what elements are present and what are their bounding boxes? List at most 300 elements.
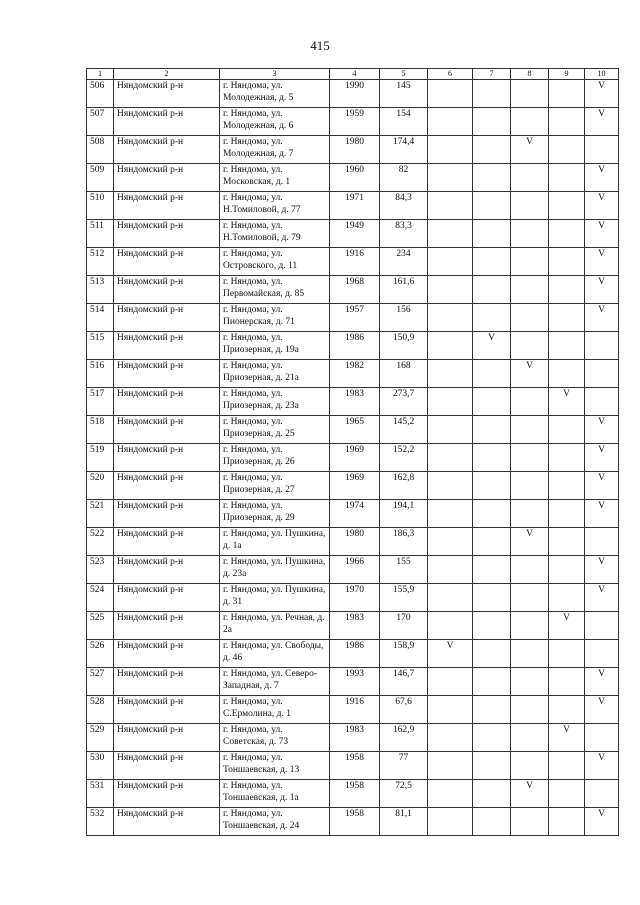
building-address: г. Няндома, ул. Тоншаевская, д. 13 [220,752,330,780]
mark-col-10: V [585,584,619,612]
district-name: Няндомский р-н [114,332,220,360]
mark-col-10: V [585,80,619,108]
mark-col-8 [511,640,549,668]
mark-col-7 [473,500,511,528]
building-address: г. Няндома, ул. Приозерная, д. 23а [220,388,330,416]
mark-col-8 [511,472,549,500]
mark-col-7 [473,388,511,416]
building-address: г. Няндома, ул. Северо-Западная, д. 7 [220,668,330,696]
mark-col-10: V [585,668,619,696]
floor-area: 152,2 [380,444,428,472]
row-number: 532 [87,808,114,836]
table-row [87,556,619,584]
mark-col-6: V [428,640,473,668]
mark-col-6 [428,164,473,192]
mark-col-9 [549,696,585,724]
build-year: 1966 [330,556,380,584]
floor-area: 162,9 [380,724,428,752]
mark-col-9 [549,360,585,388]
mark-col-7: V [473,332,511,360]
mark-col-8 [511,304,549,332]
mark-col-8 [511,444,549,472]
mark-col-9 [549,416,585,444]
mark-col-9 [549,528,585,556]
mark-col-6 [428,752,473,780]
build-year: 1969 [330,444,380,472]
mark-col-8 [511,388,549,416]
mark-col-6 [428,304,473,332]
column-header: 5 [380,69,428,80]
floor-area: 67,6 [380,696,428,724]
mark-col-9: V [549,388,585,416]
mark-col-9 [549,780,585,808]
mark-col-10: V [585,164,619,192]
table-row [87,500,619,528]
table-row [87,444,619,472]
building-address: г. Няндома, ул. Пушкина, д. 31 [220,584,330,612]
mark-col-10 [585,640,619,668]
building-address: г. Няндома, ул. Приозерная, д. 27 [220,472,330,500]
mark-col-6 [428,724,473,752]
mark-col-10: V [585,192,619,220]
row-number: 530 [87,752,114,780]
mark-col-10: V [585,220,619,248]
table-row [87,248,619,276]
mark-col-10: V [585,472,619,500]
table-row [87,416,619,444]
mark-col-8: V [511,360,549,388]
mark-col-9 [549,304,585,332]
building-address: г. Няндома, ул. Первомайская, д. 85 [220,276,330,304]
mark-col-8 [511,220,549,248]
table-row [87,304,619,332]
mark-col-8 [511,332,549,360]
floor-area: 145,2 [380,416,428,444]
mark-col-8 [511,164,549,192]
mark-col-8 [511,724,549,752]
floor-area: 82 [380,164,428,192]
mark-col-8: V [511,136,549,164]
mark-col-6 [428,192,473,220]
mark-col-8 [511,276,549,304]
mark-col-7 [473,612,511,640]
mark-col-9 [549,640,585,668]
build-year: 1968 [330,276,380,304]
mark-col-10: V [585,808,619,836]
column-header: 4 [330,69,380,80]
mark-col-8 [511,668,549,696]
mark-col-6 [428,584,473,612]
mark-col-6 [428,472,473,500]
row-number: 508 [87,136,114,164]
build-year: 1974 [330,500,380,528]
build-year: 1969 [330,472,380,500]
row-number: 513 [87,276,114,304]
floor-area: 81,1 [380,808,428,836]
build-year: 1958 [330,780,380,808]
build-year: 1983 [330,388,380,416]
district-name: Няндомский р-н [114,360,220,388]
mark-col-9 [549,556,585,584]
district-name: Няндомский р-н [114,696,220,724]
row-number: 510 [87,192,114,220]
mark-col-10: V [585,752,619,780]
district-name: Няндомский р-н [114,612,220,640]
mark-col-7 [473,584,511,612]
mark-col-9 [549,808,585,836]
mark-col-7 [473,276,511,304]
mark-col-10: V [585,108,619,136]
floor-area: 174,4 [380,136,428,164]
floor-area: 194,1 [380,500,428,528]
mark-col-9 [549,248,585,276]
mark-col-6 [428,808,473,836]
build-year: 1986 [330,640,380,668]
building-address: г. Няндома, ул. Тоншаевская, д. 24 [220,808,330,836]
row-number: 514 [87,304,114,332]
district-name: Няндомский р-н [114,192,220,220]
building-address: г. Няндома, ул. Московская, д. 1 [220,164,330,192]
mark-col-7 [473,80,511,108]
mark-col-8 [511,500,549,528]
build-year: 1970 [330,584,380,612]
table-row [87,696,619,724]
district-name: Няндомский р-н [114,752,220,780]
table-row [87,360,619,388]
column-header: 9 [549,69,585,80]
building-address: г. Няндома, ул. Молодежная, д. 6 [220,108,330,136]
table-row [87,388,619,416]
mark-col-9 [549,136,585,164]
building-address: г. Няндома, ул. Молодежная, д. 7 [220,136,330,164]
mark-col-9 [549,108,585,136]
mark-col-9 [549,192,585,220]
district-name: Няндомский р-н [114,248,220,276]
mark-col-10 [585,724,619,752]
district-name: Няндомский р-н [114,136,220,164]
district-name: Няндомский р-н [114,556,220,584]
mark-col-10: V [585,416,619,444]
mark-col-10 [585,332,619,360]
district-name: Няндомский р-н [114,304,220,332]
floor-area: 234 [380,248,428,276]
floor-area: 77 [380,752,428,780]
mark-col-6 [428,668,473,696]
column-header: 3 [220,69,330,80]
mark-col-7 [473,360,511,388]
mark-col-9 [549,80,585,108]
building-address: г. Няндома, ул. Островского, д. 11 [220,248,330,276]
mark-col-7 [473,528,511,556]
row-number: 528 [87,696,114,724]
mark-col-7 [473,248,511,276]
mark-col-7 [473,164,511,192]
build-year: 1980 [330,528,380,556]
row-number: 522 [87,528,114,556]
build-year: 1993 [330,668,380,696]
row-number: 515 [87,332,114,360]
build-year: 1959 [330,108,380,136]
row-number: 511 [87,220,114,248]
row-number: 521 [87,500,114,528]
district-name: Няндомский р-н [114,416,220,444]
building-address: г. Няндома, ул. С.Ермолина, д. 1 [220,696,330,724]
floor-area: 146,7 [380,668,428,696]
mark-col-10: V [585,556,619,584]
row-number: 524 [87,584,114,612]
district-name: Няндомский р-н [114,276,220,304]
table-row [87,472,619,500]
row-number: 516 [87,360,114,388]
mark-col-9 [549,584,585,612]
build-year: 1916 [330,248,380,276]
row-number: 517 [87,388,114,416]
build-year: 1960 [330,164,380,192]
mark-col-6 [428,444,473,472]
floor-area: 158,9 [380,640,428,668]
district-name: Няндомский р-н [114,780,220,808]
district-name: Няндомский р-н [114,108,220,136]
building-address: г. Няндома, ул. Приозерная, д. 29 [220,500,330,528]
mark-col-10 [585,360,619,388]
mark-col-7 [473,640,511,668]
build-year: 1949 [330,220,380,248]
floor-area: 154 [380,108,428,136]
mark-col-7 [473,444,511,472]
column-number-row [87,69,619,80]
building-address: г. Няндома, ул. Пушкина, д. 23а [220,556,330,584]
floor-area: 145 [380,80,428,108]
mark-col-8: V [511,528,549,556]
district-name: Няндомский р-н [114,500,220,528]
mark-col-10: V [585,248,619,276]
mark-col-10 [585,528,619,556]
district-name: Няндомский р-н [114,528,220,556]
mark-col-6 [428,360,473,388]
building-address: г. Няндома, ул. Н.Томиловой, д. 77 [220,192,330,220]
mark-col-10 [585,388,619,416]
mark-col-6 [428,80,473,108]
mark-col-7 [473,472,511,500]
mark-col-8 [511,108,549,136]
building-address: г. Няндома, ул. Приозерная, д. 21а [220,360,330,388]
table-row [87,780,619,808]
floor-area: 168 [380,360,428,388]
mark-col-7 [473,696,511,724]
mark-col-6 [428,612,473,640]
column-header: 7 [473,69,511,80]
district-name: Няндомский р-н [114,808,220,836]
mark-col-10 [585,780,619,808]
build-year: 1990 [330,80,380,108]
mark-col-7 [473,724,511,752]
mark-col-9 [549,472,585,500]
mark-col-9 [549,500,585,528]
mark-col-10: V [585,304,619,332]
row-number: 523 [87,556,114,584]
column-header: 6 [428,69,473,80]
building-address: г. Няндома, ул. Приозерная, д. 25 [220,416,330,444]
build-year: 1983 [330,612,380,640]
mark-col-6 [428,528,473,556]
build-year: 1983 [330,724,380,752]
mark-col-6 [428,332,473,360]
building-address: г. Няндома, ул. Приозерная, д. 26 [220,444,330,472]
build-year: 1982 [330,360,380,388]
mark-col-7 [473,108,511,136]
mark-col-9 [549,332,585,360]
mark-col-6 [428,276,473,304]
floor-area: 84,3 [380,192,428,220]
mark-col-9 [549,276,585,304]
mark-col-7 [473,192,511,220]
mark-col-7 [473,780,511,808]
mark-col-6 [428,780,473,808]
building-address: г. Няндома, ул. Свободы, д. 46 [220,640,330,668]
table-row [87,528,619,556]
floor-area: 161,6 [380,276,428,304]
mark-col-8 [511,696,549,724]
mark-col-8 [511,584,549,612]
mark-col-10: V [585,696,619,724]
table-row [87,276,619,304]
row-number: 526 [87,640,114,668]
build-year: 1958 [330,752,380,780]
mark-col-9 [549,752,585,780]
mark-col-7 [473,556,511,584]
build-year: 1958 [330,808,380,836]
floor-area: 162,8 [380,472,428,500]
floor-area: 273,7 [380,388,428,416]
table-row [87,192,619,220]
build-year: 1957 [330,304,380,332]
district-name: Няндомский р-н [114,584,220,612]
mark-col-6 [428,500,473,528]
mark-col-6 [428,388,473,416]
district-name: Няндомский р-н [114,724,220,752]
table-row [87,136,619,164]
mark-col-9: V [549,724,585,752]
mark-col-8 [511,416,549,444]
table-row [87,164,619,192]
build-year: 1971 [330,192,380,220]
row-number: 520 [87,472,114,500]
district-name: Няндомский р-н [114,164,220,192]
floor-area: 83,3 [380,220,428,248]
district-name: Няндомский р-н [114,472,220,500]
mark-col-8 [511,612,549,640]
row-number: 527 [87,668,114,696]
row-number: 507 [87,108,114,136]
mark-col-8: V [511,780,549,808]
mark-col-9: V [549,612,585,640]
building-address: г. Няндома, ул. Пионерская, д. 71 [220,304,330,332]
mark-col-7 [473,416,511,444]
building-address: г. Няндома, ул. Пушкина, д. 1а [220,528,330,556]
mark-col-8 [511,556,549,584]
district-name: Няндомский р-н [114,640,220,668]
building-address: г. Няндома, ул. Советская, д. 73 [220,724,330,752]
table-row [87,108,619,136]
floor-area: 155 [380,556,428,584]
mark-col-10 [585,136,619,164]
mark-col-9 [549,668,585,696]
column-header: 1 [87,69,114,80]
building-address: г. Няндома, ул. Молодежная, д. 5 [220,80,330,108]
mark-col-10: V [585,444,619,472]
mark-col-7 [473,752,511,780]
district-name: Няндомский р-н [114,668,220,696]
floor-area: 72,5 [380,780,428,808]
mark-col-8 [511,80,549,108]
mark-col-8 [511,192,549,220]
mark-col-10: V [585,276,619,304]
district-name: Няндомский р-н [114,220,220,248]
floor-area: 186,3 [380,528,428,556]
table-row [87,724,619,752]
mark-col-8 [511,752,549,780]
row-number: 519 [87,444,114,472]
floor-area: 155,9 [380,584,428,612]
mark-col-9 [549,164,585,192]
mark-col-8 [511,808,549,836]
building-address: г. Няндома, ул. Приозерная, д. 19а [220,332,330,360]
row-number: 518 [87,416,114,444]
table-row [87,640,619,668]
table-row [87,668,619,696]
mark-col-7 [473,136,511,164]
table-row [87,332,619,360]
table-row [87,808,619,836]
mark-col-7 [473,668,511,696]
row-number: 531 [87,780,114,808]
build-year: 1965 [330,416,380,444]
mark-col-7 [473,220,511,248]
mark-col-6 [428,248,473,276]
page-number: 415 [310,38,330,53]
build-year: 1916 [330,696,380,724]
column-header: 10 [585,69,619,80]
building-address: г. Няндома, ул. Речная, д. 2а [220,612,330,640]
mark-col-6 [428,220,473,248]
table-row [87,80,619,108]
row-number: 509 [87,164,114,192]
table-row [87,584,619,612]
row-number: 529 [87,724,114,752]
floor-area: 156 [380,304,428,332]
build-year: 1986 [330,332,380,360]
mark-col-10 [585,612,619,640]
mark-col-7 [473,304,511,332]
column-header: 8 [511,69,549,80]
row-number: 512 [87,248,114,276]
building-address: г. Няндома, ул. Н.Томиловой, д. 79 [220,220,330,248]
mark-col-6 [428,696,473,724]
district-name: Няндомский р-н [114,444,220,472]
table-row [87,612,619,640]
building-address: г. Няндома, ул. Тоншаевская, д. 1а [220,780,330,808]
build-year: 1980 [330,136,380,164]
mark-col-6 [428,108,473,136]
column-header: 2 [114,69,220,80]
row-number: 525 [87,612,114,640]
table-row [87,220,619,248]
mark-col-6 [428,556,473,584]
mark-col-6 [428,136,473,164]
mark-col-10: V [585,500,619,528]
table-row [87,752,619,780]
mark-col-8 [511,248,549,276]
